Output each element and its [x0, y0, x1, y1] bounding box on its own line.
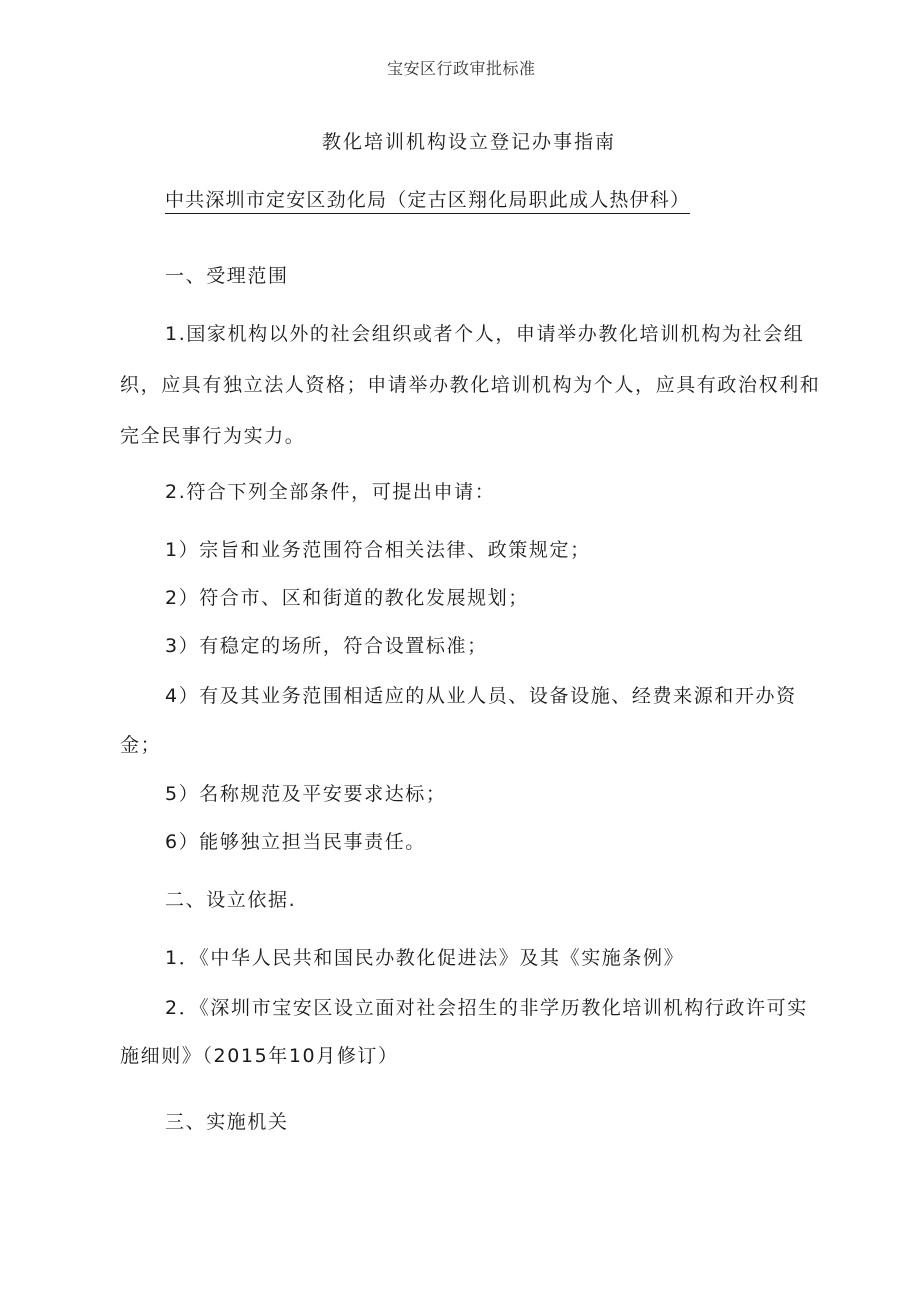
section-heading: 三、实施机关: [165, 1111, 289, 1133]
list-item: 施细则》（2015年10月修订）: [120, 1045, 399, 1067]
list-item: 5）名称规范及平安要求达标；: [165, 783, 447, 805]
list-item: 2）符合市、区和街道的教化发展规划；: [165, 587, 529, 609]
list-item: 1）宗旨和业务范围符合相关法律、政策规定；: [165, 539, 591, 561]
organization-name: 中共深圳市定安区劲化局（定古区翔化局职此成人热伊科）: [165, 188, 690, 214]
list-item: 6）能够独立担当民事责任。: [165, 831, 426, 853]
document-title: 教化培训机构设立登记办事指南: [322, 131, 617, 153]
section-heading: 二、设立依据.: [165, 889, 297, 911]
list-item: 3）有稳定的场所，符合设置标准；: [165, 635, 488, 657]
list-item: 1．《中华人民共和国民办教化促进法》及其《实施条例》: [165, 947, 685, 969]
document-header: 宝安区行政审批标准: [387, 59, 536, 78]
paragraph-line: 织，应具有独立法人资格；申请举办教化培训机构为个人，应具有政治权利和: [120, 374, 821, 396]
paragraph-line: 1.国家机构以外的社会组织或者个人，申请举办教化培训机构为社会组: [165, 323, 805, 345]
paragraph-line: 2.符合下列全部条件，可提出申请：: [165, 481, 496, 503]
list-item: 金；: [120, 734, 162, 756]
list-item: 4）有及其业务范围相适应的从业人员、设备设施、经费来源和开办资: [165, 685, 797, 707]
paragraph-line: 完全民事行为实力。: [120, 425, 306, 447]
list-item: 2．《深圳市宝安区设立面对社会招生的非学历教化培训机构行政许可实: [165, 997, 808, 1019]
section-heading: 一、受理范围: [165, 265, 289, 287]
